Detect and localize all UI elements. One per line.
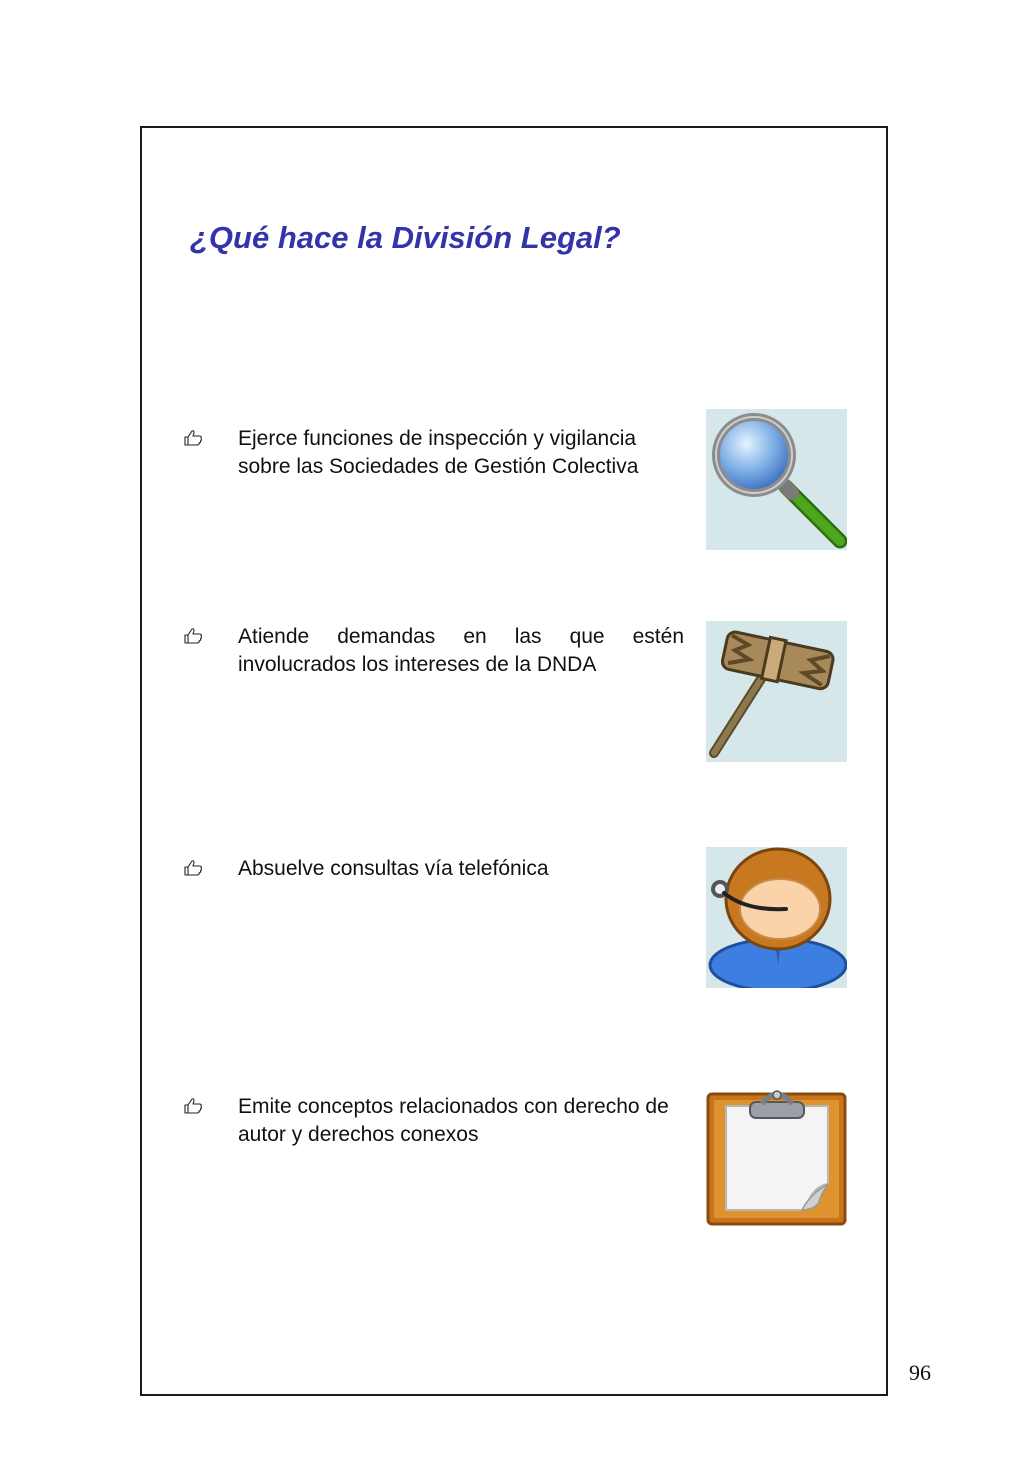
- gavel-icon: [706, 621, 847, 762]
- magnifying-glass-icon: [706, 409, 847, 550]
- headset-operator-icon: [706, 847, 847, 988]
- pointing-hand-icon: [183, 627, 203, 645]
- item-text-inspection: Ejerce funciones de inspección y vigilancia sobre las Sociedades de Gestión Colectiva: [238, 427, 639, 478]
- page-title: ¿Qué hace la División Legal?: [190, 220, 621, 255]
- item-text-concepts: Emite conceptos relacionados con derecho de autor y derechos conexos: [238, 1095, 669, 1146]
- item-text-phone-consultations: Absuelve consultas vía telefónica: [238, 857, 549, 880]
- page-number: 96: [909, 1360, 931, 1385]
- clipboard-icon: [706, 1086, 847, 1226]
- item-text-lawsuits: Atiende demandas en las que estén involucrados los intereses de la DNDA: [238, 625, 684, 676]
- pointing-hand-icon: [183, 429, 203, 447]
- pointing-hand-icon: [183, 859, 203, 877]
- pointing-hand-icon: [183, 1097, 203, 1115]
